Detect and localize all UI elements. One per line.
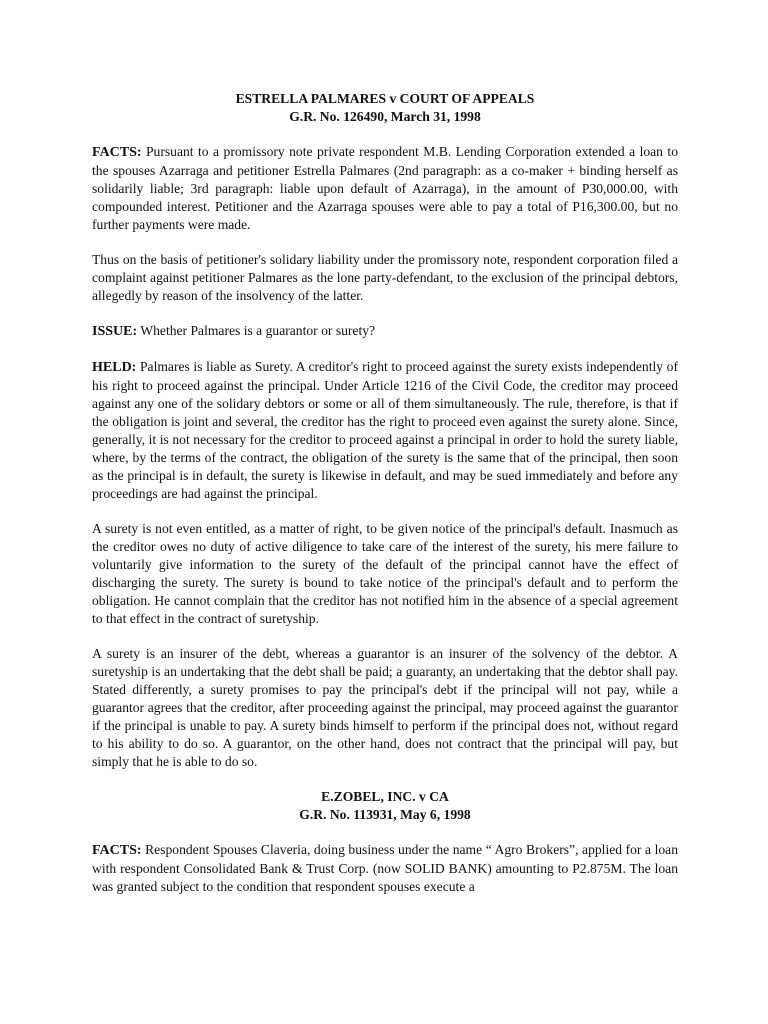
case2-title: E.ZOBEL, INC. v CA	[321, 789, 449, 804]
case1-issue-text: Whether Palmares is a guarantor or surety?	[137, 323, 376, 338]
case2-citation: G.R. No. 113931, May 6, 1998	[299, 807, 471, 822]
case1-facts-label: FACTS:	[92, 145, 142, 160]
case2-facts-paragraph	[92, 841, 678, 896]
case1-facts-text: Pursuant to a promissory note private respondent M.B. Lending Corporation extended a loan to the spouses Azarraga and petitioner Estrella Palmares (2nd paragraph: as a co-maker + binding herself as solidarily liable; 3rd paragraph: liable upon default of Azarraga), in the amount of P30,000.00, with compounded interest. Petitioner and the Azarraga spouses were able to pay a total of P16,300.00, but no further payments were made.	[92, 144, 678, 232]
case1-citation: G.R. No. 126490, March 31, 1998	[289, 109, 481, 124]
case2-facts-text: Respondent Spouses Claveria, doing business under the name “ Agro Brokers”, applied for a loan with respondent Consolidated Bank & Trust Corp. (now SOLID BANK) amounting to P2.875M. The loan was granted subject to the condition that respondent spouses execute a	[92, 842, 678, 894]
case2-heading	[92, 788, 678, 824]
case1-title: ESTRELLA PALMARES v COURT OF APPEALS	[235, 91, 535, 106]
case1-held-text: Palmares is liable as Surety. A creditor's right to proceed against the surety exists independently of his right to proceed against the principal. Under Article 1216 of the Civil Code, the creditor may proceed against any one of the solidary debtors or some or all of them simultaneously. The rule, therefore, is that if the obligation is joint and several, the creditor has the right to proceed even against the surety alone. Since, generally, it is not necessary for the creditor to proceed against a principal in order to hold the surety liable, where, by the terms of the contract, the obligation of the surety is the same that of the principal, then soon as the principal is in default, the surety is likewise in default, and may be sued immediately and before any proceedings are had against the principal.	[92, 359, 678, 501]
case2-facts-label: FACTS:	[92, 843, 142, 858]
case1-insurer-paragraph: A surety is an insurer of the debt, whereas a guarantor is an insurer of the solvency of the debtor. A suretyship is an undertaking that the debt shall be paid; a guaranty, an undertaking that the debtor shall pay. Stated differently, a surety promises to pay the principal's debt if the principal will not pay, while a guarantor agrees that the creditor, after proceeding against the principal, may proceed against the guarantor if the principal is unable to pay. A surety binds himself to perform if the principal does not, without regard to his ability to do so. A guarantor, on the other hand, does not contract that the principal will pay, but simply that he is able to do so.	[92, 646, 678, 769]
document-page	[92, 90, 678, 913]
case1-facts-paragraph	[92, 143, 678, 234]
case1-issue-paragraph	[92, 322, 678, 341]
case1-issue-label: ISSUE:	[92, 324, 138, 339]
case1-complaint-paragraph: Thus on the basis of petitioner's solidary liability under the promissory note, respondent corporation filed a complaint against petitioner Palmares as the lone party-defendant, to the exclusion of the principal debtors, allegedly by reason of the insolvency of the latter.	[92, 252, 678, 303]
case1-notice-paragraph: A surety is not even entitled, as a matter of right, to be given notice of the principal's default. Inasmuch as the creditor owes no duty of active diligence to take care of the interest of the surety, his mere failure to voluntarily give information to the surety of the default of the principal cannot have the effect of discharging the surety. The surety is bound to take notice of the principal's default and to perform the obligation. He cannot complain that the creditor has not notified him in the absence of a special agreement to that effect in the contract of suretyship.	[92, 521, 678, 626]
case1-held-label: HELD:	[92, 360, 137, 375]
case1-held-paragraph	[92, 358, 678, 503]
case1-heading	[92, 90, 678, 126]
